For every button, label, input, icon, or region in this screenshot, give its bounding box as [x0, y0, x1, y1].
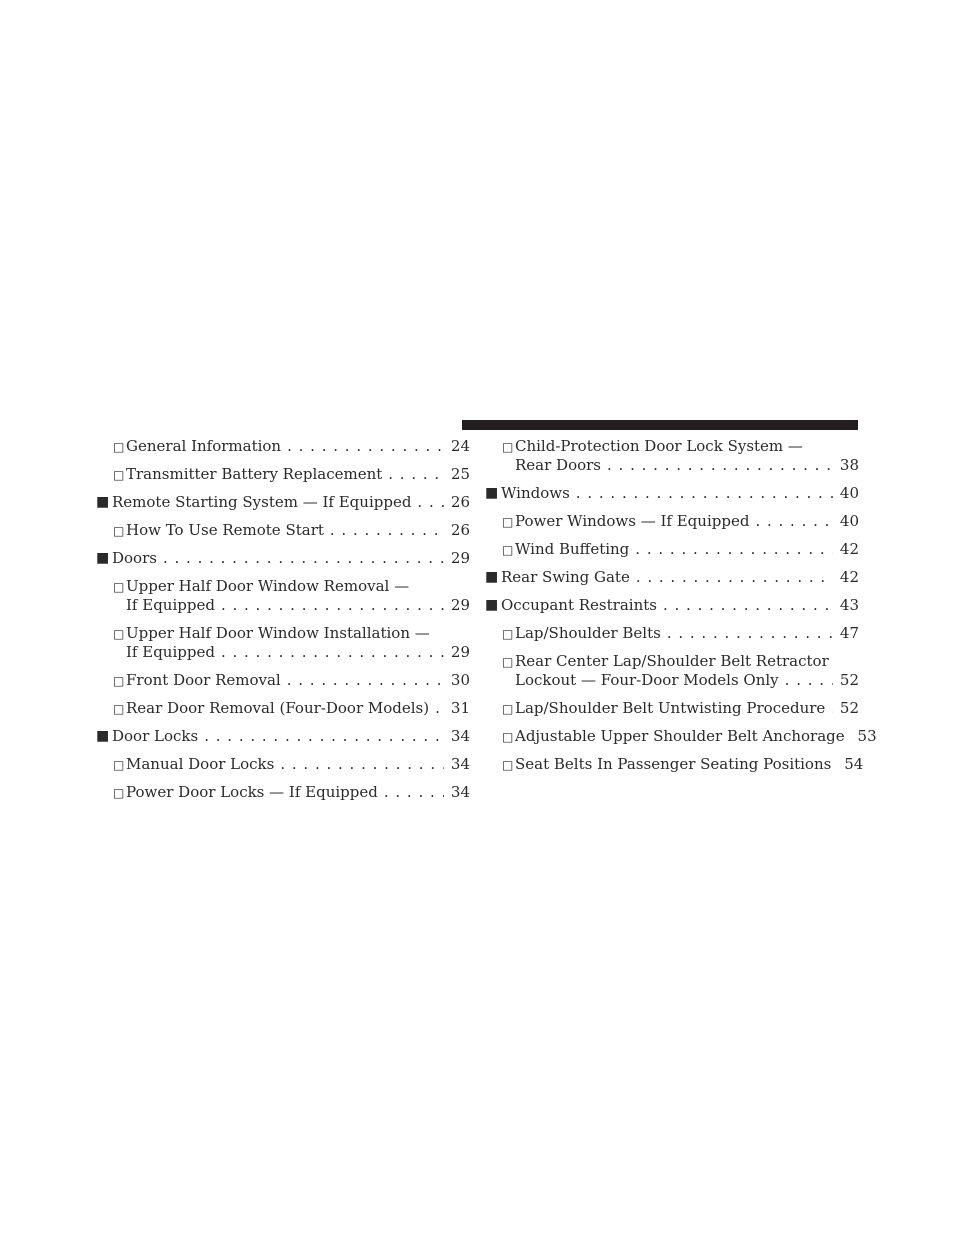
- toc-page-number: 25: [450, 465, 470, 483]
- toc-entry-title: Front Door Removal: [126, 671, 281, 689]
- toc-page-number: 52: [839, 699, 859, 717]
- toc-entry-title: Lap/Shoulder Belts: [515, 624, 661, 642]
- toc-entry-title: Door Locks: [112, 727, 199, 745]
- dot-leader: [607, 456, 833, 475]
- toc-entry[interactable]: [96, 577, 470, 615]
- toc-entry-title-continued: If Equipped: [126, 643, 215, 661]
- toc-page-number: 47: [839, 624, 859, 642]
- toc-page-number: 53: [857, 727, 877, 745]
- dot-leader: [663, 596, 833, 615]
- toc-entry[interactable]: [96, 699, 470, 718]
- toc-entry[interactable]: [485, 512, 859, 531]
- hollow-square-bullet-icon: □: [502, 440, 514, 454]
- toc-entry-title: Wind Buffeting: [515, 540, 630, 558]
- toc-page-number: 29: [450, 596, 470, 614]
- toc-page-number: 34: [450, 727, 470, 745]
- toc-page-number: 34: [450, 783, 470, 801]
- toc-entry[interactable]: [96, 493, 470, 512]
- toc-page-number: 31: [450, 699, 470, 717]
- hollow-square-bullet-icon: □: [502, 730, 514, 744]
- hollow-square-bullet-icon: □: [113, 758, 125, 772]
- toc-entry-title: Power Windows — If Equipped: [515, 512, 750, 530]
- toc-entry-title: Transmitter Battery Replacement: [126, 465, 383, 483]
- toc-entry-title: Child-Protection Door Lock System —: [515, 437, 803, 455]
- dot-leader: [576, 484, 833, 503]
- dot-leader: [287, 437, 444, 456]
- filled-square-bullet-icon: ■: [485, 569, 499, 585]
- toc-page-number: 43: [839, 596, 859, 614]
- hollow-square-bullet-icon: □: [113, 440, 125, 454]
- toc-entry[interactable]: [96, 727, 470, 746]
- toc-entry[interactable]: [96, 549, 470, 568]
- toc-entry[interactable]: [485, 568, 859, 587]
- hollow-square-bullet-icon: □: [502, 655, 514, 669]
- toc-entry[interactable]: [485, 699, 859, 718]
- toc-page-number: 42: [839, 568, 859, 586]
- toc-entry-title-continued: Rear Doors: [515, 456, 602, 474]
- toc-entry-title: Upper Half Door Window Installation —: [126, 624, 430, 642]
- filled-square-bullet-icon: ■: [96, 494, 110, 510]
- dot-leader: [287, 671, 444, 690]
- hollow-square-bullet-icon: □: [502, 627, 514, 641]
- hollow-square-bullet-icon: □: [113, 674, 125, 688]
- hollow-square-bullet-icon: □: [113, 627, 125, 641]
- toc-entry[interactable]: [96, 755, 470, 774]
- toc-page-number: 54: [844, 755, 864, 773]
- toc-entry-title: Manual Door Locks: [126, 755, 275, 773]
- hollow-square-bullet-icon: □: [113, 468, 125, 482]
- hollow-square-bullet-icon: □: [113, 524, 125, 538]
- filled-square-bullet-icon: ■: [485, 485, 499, 501]
- toc-entry-title: Rear Door Removal (Four-Door Models): [126, 699, 430, 717]
- toc-page-number: 29: [450, 549, 470, 567]
- toc-entry[interactable]: [485, 652, 859, 690]
- dot-leader: [204, 727, 444, 746]
- toc-entry-title: Doors: [112, 549, 157, 567]
- toc-page-number: 34: [450, 755, 470, 773]
- dot-leader: [635, 540, 833, 559]
- toc-entry-title: Rear Swing Gate: [501, 568, 630, 586]
- toc-entry[interactable]: [485, 484, 859, 503]
- toc-page-number: 52: [839, 671, 859, 689]
- toc-page-number: 26: [450, 521, 470, 539]
- toc-entry-title: Power Door Locks — If Equipped: [126, 783, 378, 801]
- hollow-square-bullet-icon: □: [502, 758, 514, 772]
- toc-entry[interactable]: [485, 624, 859, 643]
- hollow-square-bullet-icon: □: [113, 580, 125, 594]
- toc-entry-title: Upper Half Door Window Removal —: [126, 577, 410, 595]
- filled-square-bullet-icon: ■: [96, 728, 110, 744]
- toc-entry[interactable]: [96, 521, 470, 540]
- toc-entry-title: Seat Belts In Passenger Seating Positions: [515, 755, 832, 773]
- toc-entry-title: Remote Starting System — If Equipped: [112, 493, 412, 511]
- toc-entry-title: How To Use Remote Start: [126, 521, 324, 539]
- dot-leader: [163, 549, 444, 568]
- toc-entry[interactable]: [485, 727, 877, 746]
- toc-entry[interactable]: [96, 437, 470, 456]
- dot-leader: [785, 671, 833, 690]
- dot-leader: [831, 699, 833, 718]
- toc-entry-title: Adjustable Upper Shoulder Belt Anchorage: [515, 727, 845, 745]
- toc-entry-title: Occupant Restraints: [501, 596, 657, 614]
- toc-entry[interactable]: [96, 783, 470, 802]
- toc-page-number: 24: [450, 437, 470, 455]
- toc-page-number: 30: [450, 671, 470, 689]
- dot-leader: [384, 783, 444, 802]
- toc-entry[interactable]: [485, 755, 864, 774]
- toc-entry-title: General Information: [126, 437, 282, 455]
- toc-entry[interactable]: [485, 596, 859, 615]
- dot-leader: [280, 755, 444, 774]
- hollow-square-bullet-icon: □: [502, 702, 514, 716]
- toc-page-number: 26: [450, 493, 470, 511]
- toc-page-number: 29: [450, 643, 470, 661]
- toc-entry-title: Windows: [501, 484, 570, 502]
- toc-entry-title: Lap/Shoulder Belt Untwisting Procedure: [515, 699, 826, 717]
- hollow-square-bullet-icon: □: [502, 543, 514, 557]
- toc-entry-title-continued: If Equipped: [126, 596, 215, 614]
- toc-right-column: [485, 437, 877, 783]
- toc-page-number: 38: [839, 456, 859, 474]
- toc-entry[interactable]: [485, 437, 859, 475]
- dot-leader: [755, 512, 833, 531]
- toc-page-number: 42: [839, 540, 859, 558]
- toc-entry[interactable]: [96, 465, 470, 484]
- dot-leader: [330, 521, 444, 540]
- filled-square-bullet-icon: ■: [485, 597, 499, 613]
- hollow-square-bullet-icon: □: [502, 515, 514, 529]
- dot-leader: [221, 643, 444, 662]
- dot-leader: [667, 624, 833, 643]
- toc-entry[interactable]: [96, 671, 470, 690]
- filled-square-bullet-icon: ■: [96, 550, 110, 566]
- toc-page-number: 40: [839, 484, 859, 502]
- toc-entry-title: Rear Center Lap/Shoulder Belt Retractor: [515, 652, 829, 670]
- section-header-bar: [462, 420, 858, 430]
- dot-leader: [388, 465, 444, 484]
- dot-leader: [435, 699, 444, 718]
- toc-left-column: [96, 437, 470, 811]
- dot-leader: [221, 596, 444, 615]
- hollow-square-bullet-icon: □: [113, 702, 125, 716]
- toc-entry-title-continued: Lockout — Four-Door Models Only: [515, 671, 779, 689]
- toc-entry[interactable]: [485, 540, 859, 559]
- hollow-square-bullet-icon: □: [113, 786, 125, 800]
- toc-page-number: 40: [839, 512, 859, 530]
- toc-entry[interactable]: [96, 624, 470, 662]
- dot-leader: [417, 493, 444, 512]
- dot-leader: [636, 568, 833, 587]
